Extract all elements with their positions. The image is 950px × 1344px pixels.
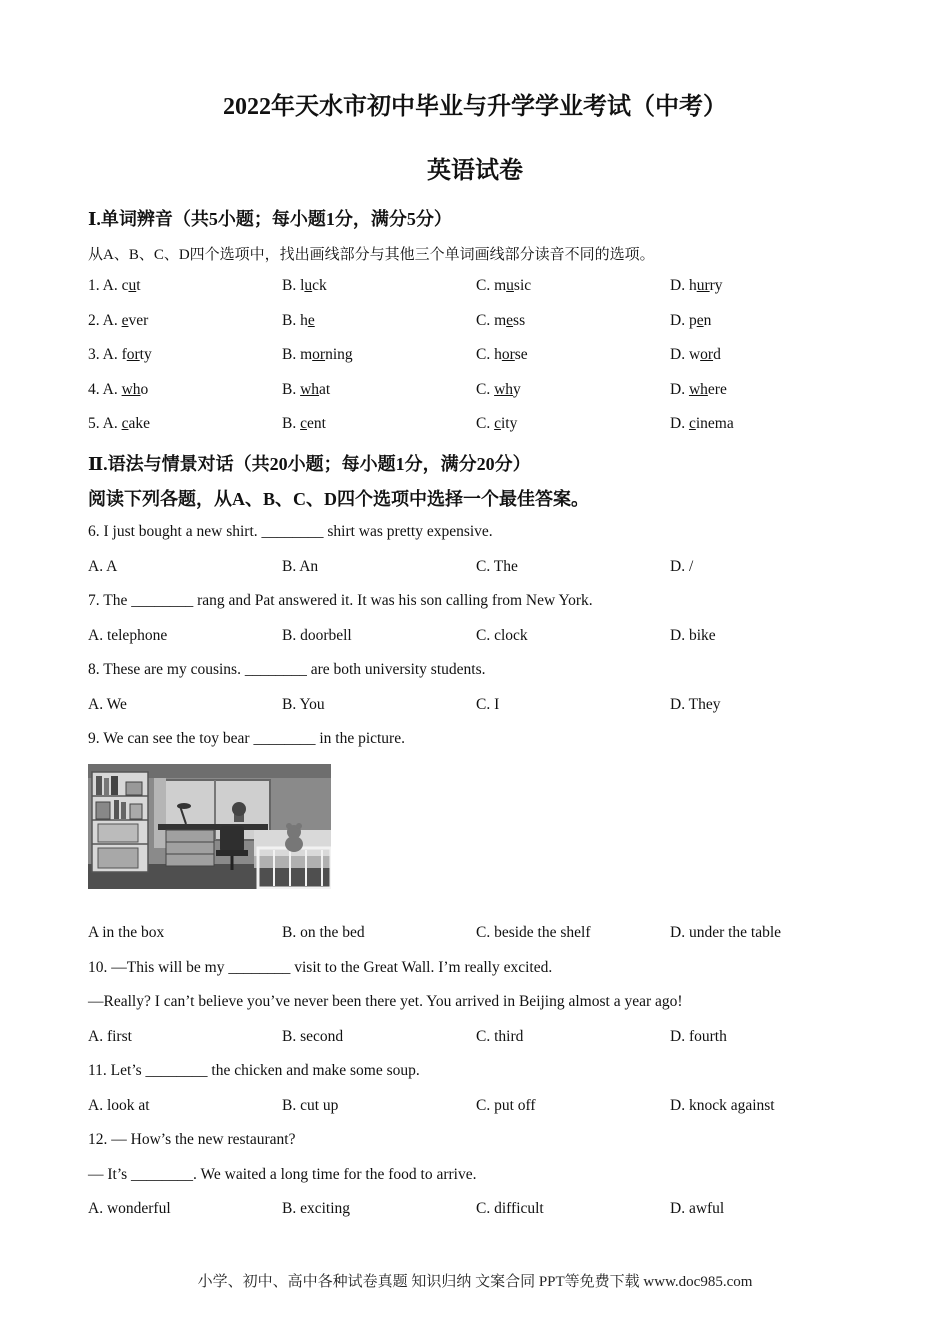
option-b: B. what xyxy=(282,381,331,398)
underlined-part: or xyxy=(312,346,326,363)
option-b: B. cent xyxy=(282,415,326,432)
option-a: A in the box xyxy=(88,924,165,941)
option-b: B. morning xyxy=(282,346,353,363)
option-a: 5. A. cake xyxy=(88,415,150,432)
question-stem: 6. I just bought a new shirt. ________ shirt was pretty expensive. xyxy=(88,523,493,540)
option-d: D. / xyxy=(670,558,694,575)
question-stem: 8. These are my cousins. ________ are both university students. xyxy=(88,661,486,678)
option-c: C. put off xyxy=(476,1097,536,1114)
bookshelf xyxy=(92,772,148,872)
option-a: A. wonderful xyxy=(88,1200,171,1217)
option-a: A. We xyxy=(88,696,127,713)
option-a: A. A xyxy=(88,558,118,575)
bedroom-picture xyxy=(88,764,331,889)
option-c: C. clock xyxy=(476,627,528,644)
underlined-part: e xyxy=(307,312,315,329)
option-c: C. music xyxy=(476,277,532,294)
underlined-part: wh xyxy=(494,381,514,398)
option-c: C. horse xyxy=(476,346,528,363)
question-stem-line2: — It’s ________. We waited a long time for the food to arrive. xyxy=(88,1166,477,1183)
option-a: 4. A. who xyxy=(88,381,149,398)
underlined-part: c xyxy=(121,415,129,432)
option-d: D. word xyxy=(670,346,721,363)
underlined-part: e xyxy=(506,312,514,329)
underlined-part: wh xyxy=(688,381,708,398)
option-d: D. They xyxy=(670,696,721,713)
option-b: B. cut up xyxy=(282,1097,339,1114)
underlined-part: u xyxy=(128,277,137,294)
option-d: D. hurry xyxy=(670,277,723,294)
question-stem-line2: —Really? I can’t believe you’ve never been there yet. You arrived in Beijing almost a year ago! xyxy=(88,993,683,1010)
option-d: D. cinema xyxy=(670,415,734,432)
section-heading-1: Ⅰ.单词辨音（共5小题；每小题1分，满分5分） xyxy=(88,209,452,229)
option-a: A. first xyxy=(88,1028,132,1045)
option-a: 3. A. forty xyxy=(88,346,152,363)
option-c: C. beside the shelf xyxy=(476,924,591,941)
option-b: B. luck xyxy=(282,277,327,294)
underlined-part: wh xyxy=(300,381,320,398)
exam-subtitle: 英语试卷 xyxy=(427,158,523,184)
underlined-part: c xyxy=(494,415,501,432)
question-stem: 7. The ________ rang and Pat answered it. It was his son calling from New York. xyxy=(88,592,593,609)
option-d: D. where xyxy=(670,381,727,398)
page-footer: 小学、初中、高中各种试卷真题 知识归纳 文案合同 PPT等免费下载 www.doc985.com xyxy=(197,1274,753,1290)
option-c: C. difficult xyxy=(476,1200,544,1217)
question-stem: 11. Let’s ________ the chicken and make some soup. xyxy=(88,1062,420,1079)
question-stem: 10. —This will be my ________ visit to the Great Wall. I’m really excited. xyxy=(88,959,553,976)
option-d: D. pen xyxy=(670,312,712,329)
underlined-part: c xyxy=(688,415,696,432)
underlined-part: wh xyxy=(121,381,141,398)
section-heading-2: Ⅱ.语法与情景对话（共20小题；每小题1分，满分20分） xyxy=(88,454,531,474)
option-b: B. doorbell xyxy=(282,627,352,644)
option-a: A. telephone xyxy=(88,627,168,644)
option-b: B. An xyxy=(282,558,319,575)
question-stem: 9. We can see the toy bear ________ in the picture. xyxy=(88,730,405,747)
underlined-part: e xyxy=(121,312,129,329)
option-a: A. look at xyxy=(88,1097,150,1114)
option-d: D. bike xyxy=(670,627,716,644)
option-b: B. You xyxy=(282,696,325,713)
section-instruction-2: 阅读下列各题，从A、B、C、D四个选项中选择一个最佳答案。 xyxy=(88,489,590,509)
underlined-part: e xyxy=(696,312,704,329)
option-a: 1. A. cut xyxy=(88,277,141,294)
option-b: B. on the bed xyxy=(282,924,365,941)
option-b: B. second xyxy=(282,1028,344,1045)
option-b: B. he xyxy=(282,312,315,329)
question-stem: 12. — How’s the new restaurant? xyxy=(88,1131,296,1148)
underlined-part: c xyxy=(300,415,307,432)
section-instruction-1: 从A、B、C、D四个选项中，找出画线部分与其他三个单词画线部分读音不同的选项。 xyxy=(88,247,655,263)
option-c: C. The xyxy=(476,558,518,575)
underlined-part: or xyxy=(700,346,714,363)
option-c: C. why xyxy=(476,381,521,398)
option-c: C. mess xyxy=(476,312,526,329)
option-c: C. city xyxy=(476,415,518,432)
underlined-part: or xyxy=(501,346,515,363)
underlined-part: u xyxy=(304,277,313,294)
option-a: 2. A. ever xyxy=(88,312,149,329)
option-c: C. third xyxy=(476,1028,524,1045)
option-d: D. awful xyxy=(670,1200,725,1217)
underlined-part: or xyxy=(126,346,140,363)
exam-title: 2022年天水市初中毕业与升学学业考试（中考） xyxy=(223,94,727,120)
option-c: C. I xyxy=(476,696,500,713)
underlined-part: u xyxy=(506,277,514,294)
option-b: B. exciting xyxy=(282,1200,351,1217)
option-d: D. under the table xyxy=(670,924,782,941)
option-d: D. knock against xyxy=(670,1097,775,1114)
option-d: D. fourth xyxy=(670,1028,727,1045)
underlined-part: ur xyxy=(696,277,710,294)
